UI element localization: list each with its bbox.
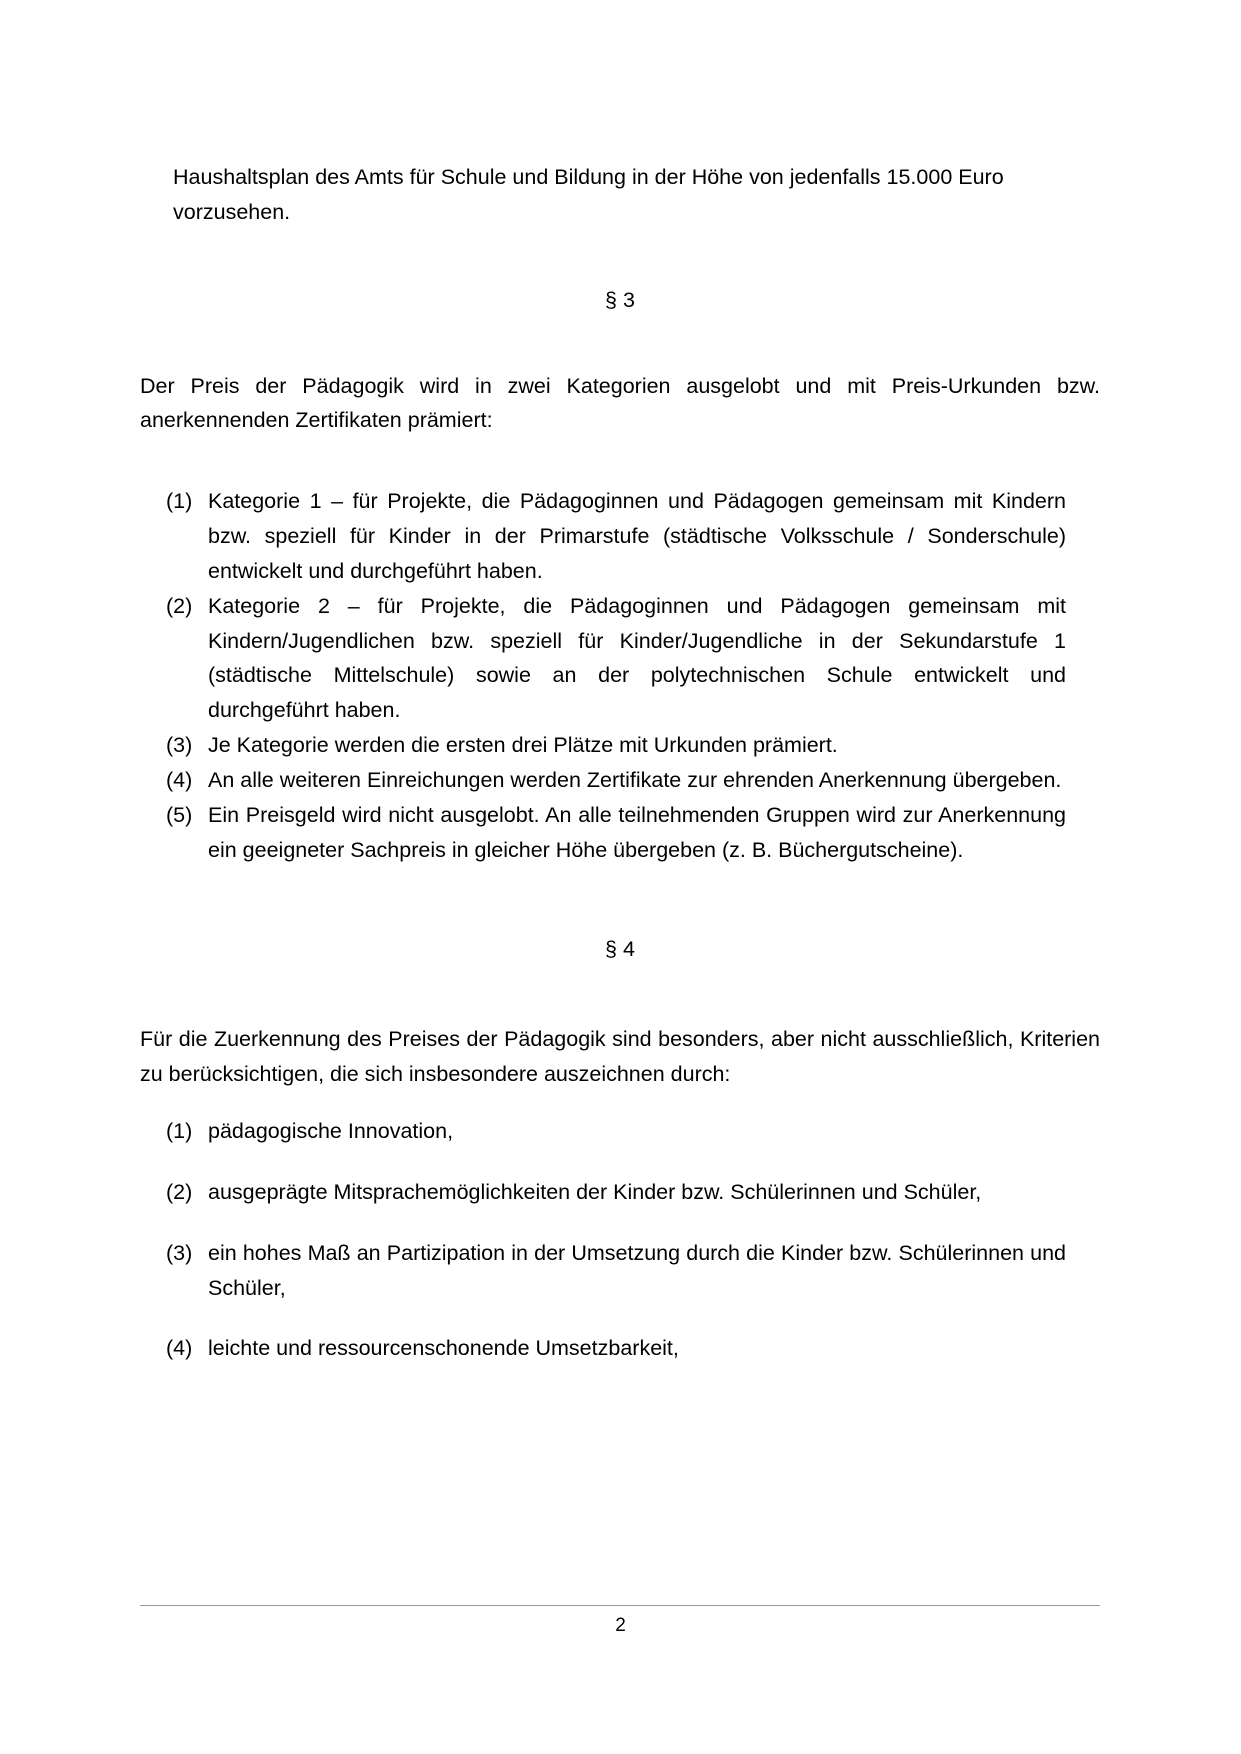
list-marker: (2)	[166, 1179, 193, 1204]
list-item	[166, 484, 1066, 588]
list-marker: (2)	[166, 593, 193, 618]
list-marker: (3)	[166, 733, 193, 758]
list-item-text: leichte und ressourcenschonende Umsetzbarkeit,	[208, 1336, 679, 1361]
spacer	[140, 438, 1100, 484]
list-item	[166, 763, 1066, 798]
list-marker: (4)	[166, 767, 193, 792]
section-heading-3: § 3	[605, 287, 635, 312]
list-item-text: An alle weiteren Einreichungen werden Zertifikate zur ehrenden Anerkennung übergeben.	[208, 767, 1062, 792]
list-item-text: Kategorie 2 – für Projekte, die Pädagoginnen und Pädagogen gemeinsam mit Kindern/Jugendlichen bzw. speziell für Kinder/Jugendliche in der Sekundarstufe 1 (städtische Mittelschule) sowie an der polytechnischen Schule entwickelt und durchgeführt haben.	[208, 593, 1066, 723]
list-item	[166, 1114, 1066, 1149]
list-item-text: Je Kategorie werden die ersten drei Plätze mit Urkunden prämiert.	[208, 733, 838, 758]
document-body	[140, 160, 1100, 1366]
section-3-intro: Der Preis der Pädagogik wird in zwei Kategorien ausgelobt und mit Preis-Urkunden bzw. anerkennenden Zertifikaten prämiert:	[140, 373, 1100, 433]
spacer	[140, 230, 1100, 288]
list-item	[166, 1236, 1066, 1306]
spacer	[140, 962, 1100, 1022]
spacer	[140, 867, 1100, 937]
list-item	[166, 1331, 1066, 1366]
list-item	[166, 1175, 1066, 1210]
list-item-text: ausgeprägte Mitsprachemöglichkeiten der Kinder bzw. Schülerinnen und Schüler,	[208, 1179, 982, 1204]
list-marker: (1)	[166, 1119, 193, 1144]
list-item	[166, 728, 1066, 763]
section-3-list	[140, 484, 1100, 867]
footer-divider	[140, 1605, 1100, 1606]
continued-paragraph: Haushaltsplan des Amts für Schule und Bildung in der Höhe von jedenfalls 15.000 Euro vorzusehen.	[173, 165, 1004, 224]
list-marker: (4)	[166, 1336, 193, 1361]
section-heading-4: § 4	[605, 937, 635, 962]
section-4-list	[140, 1114, 1100, 1366]
list-item-text: ein hohes Maß an Partizipation in der Umsetzung durch die Kinder bzw. Schülerinnen und Schüler,	[208, 1240, 1066, 1300]
list-marker: (1)	[166, 489, 193, 514]
list-item	[166, 798, 1066, 868]
list-marker: (3)	[166, 1240, 193, 1265]
list-item	[166, 589, 1066, 728]
spacer	[140, 1092, 1100, 1114]
section-4-intro: Für die Zuerkennung des Preises der Pädagogik sind besonders, aber nicht ausschließlich, Kriterien zu berücksichtigen, die sich insbesondere auszeichnen durch:	[140, 1027, 1100, 1087]
list-marker: (5)	[166, 802, 193, 827]
list-item-text: pädagogische Innovation,	[208, 1119, 454, 1144]
list-item-text: Ein Preisgeld wird nicht ausgelobt. An alle teilnehmenden Gruppen wird zur Anerkennung ein geeigneter Sachpreis in gleicher Höhe übergeben (z. B. Büchergutscheine).	[208, 802, 1066, 862]
page-number: 2	[615, 1615, 626, 1636]
list-item-text: Kategorie 1 – für Projekte, die Pädagoginnen und Pädagogen gemeinsam mit Kindern bzw. speziell für Kinder in der Primarstufe (städtische Volksschule / Sonderschule) entwickelt und durchgeführt haben.	[208, 489, 1066, 583]
spacer	[140, 313, 1100, 369]
